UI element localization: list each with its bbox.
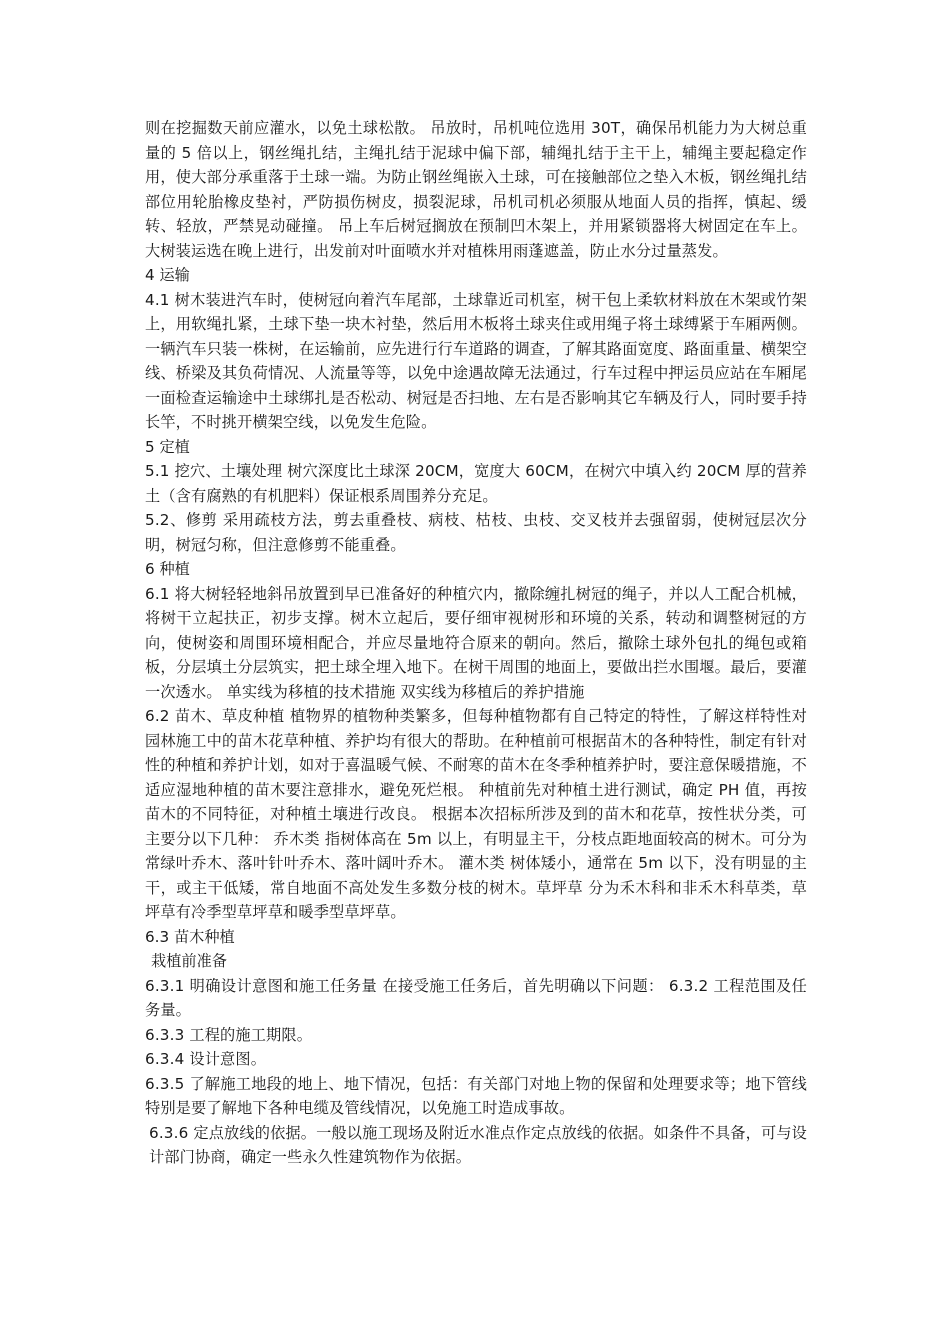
paragraph-6-3-3: 6.3.3 工程的施工期限。 xyxy=(145,1025,313,1044)
paragraph-lifting: 则在挖掘数天前应灌水，以免土球松散。 吊放时，吊机吨位选用 30T，确保吊机能力为大树总重量的 5 倍以上，钢丝绳扎结，主绳扎结于泥球中偏下部，辅绳扎结于主干上，辅绳主要起稳定作用，使大部分承重落于土球一端。为防止钢丝绳嵌入土球，可在接触部位之垫入木板，钢丝绳扎结部位用轮胎橡皮垫衬，严防损伤树皮，损裂泥球，吊机司机必须服从地面人员的指挥，慎起、缓转、轻放，严禁晃动碰撞。 吊上车后树冠搁放在预制凹木架上，并用紧锁器将大树固定在车上。大树装运选在晚上进行，出发前对叶面喷水并对植株用雨蓬遮盖，防止水分过量蒸发。 xyxy=(145,119,807,260)
document-page xyxy=(145,116,807,1170)
paragraph-4-1: 4.1 树木装进汽车时，使树冠向着汽车尾部，土球靠近司机室，树干包上柔软材料放在木架或竹架上，用软绳扎紧，土球下垫一块木衬垫，然后用木板将土球夹住或用绳子将土球缚紧于车厢两侧。一辆汽车只装一株树，在运输前，应先进行行车道路的调查，了解其路面宽度、路面重量、横架空线、桥梁及其负荷情况、人流量等等，以免中途遇故障无法通过，行车过程中押运员应站在车厢尾一面检查运输途中土球绑扎是否松动、树冠是否扫地、左右是否影响其它车辆及行人，同时要手持长竿，不时挑开横架空线，以免发生危险。 xyxy=(145,290,807,431)
paragraph-6-3-4: 6.3.4 设计意图。 xyxy=(145,1050,267,1068)
heading-6-3: 6.3 苗木种植 xyxy=(145,927,235,946)
paragraph-6-2: 6.2 苗木、草皮种植 植物界的植物种类繁多，但每种植物都有自己特定的特性，了解这样特性对园林施工中的苗木花草种植、养护均有很大的帮助。在种植前可根据苗木的各种特性，制定有针对性的种植和养护计划，如对于喜温暖气候、不耐寒的苗木在冬季种植养护时，要注意保暖措施，不适应湿地种植的苗木要注意排水，避免死烂根。 种植前先对种植土进行测试，确定 PH 值，再按苗木的不同特征，对种植土壤进行改良。 根据本次招标所涉及到的苗木和花草，按性状分类，可主要分以下几种： 乔木类 指树体高在 5m 以上，有明显主干，分枝点距地面较高的树木。可分为常绿叶乔木、落叶针叶乔木、落叶阔叶乔木。 灌木类 树体矮小，通常在 5m 以下，没有明显的主干，或主干低矮，常自地面不高处发生多数分枝的树木。草坪草 分为禾木科和非禾木科草类，草坪草有冷季型草坪草和暖季型草坪草。 xyxy=(145,707,807,921)
paragraph-5-2: 5.2、修剪 采用疏枝方法，剪去重叠枝、病枝、枯枝、虫枝、交叉枝并去强留弱，使树冠层次分明，树冠匀称，但注意修剪不能重叠。 xyxy=(145,511,807,554)
heading-transport: 4 运输 xyxy=(145,266,190,284)
heading-planting-fix: 5 定植 xyxy=(145,437,190,456)
paragraph-6-3-1: 6.3.1 明确设计意图和施工任务量 在接受施工任务后，首先明确以下问题： 6.3.2 工程范围及任务量。 xyxy=(145,976,807,1019)
paragraph-6-3-5: 6.3.5 了解施工地段的地上、地下情况，包括：有关部门对地上物的保留和处理要求等；地下管线特别是要了解地下各种电缆及管线情况，以免施工时造成事故。 xyxy=(145,1074,807,1117)
subheading-preparation: 栽植前准备 xyxy=(151,952,227,970)
paragraph-6-1: 6.1 将大树轻轻地斜吊放置到早已准备好的种植穴内，撤除缠扎树冠的绳子，并以人工配合机械，将树干立起扶正，初步支撑。树木立起后，要仔细审视树形和环境的关系，转动和调整树冠的方向，使树姿和周围环境相配合，并应尽量地符合原来的朝向。然后，撤除土球外包扎的绳包或箱板，分层填土分层筑实，把土球全埋入地下。在树干周围的地面上，要做出拦水围堰。最后，要灌一次透水。 单实线为移植的技术措施 双实线为移植后的养护措施 xyxy=(145,584,807,701)
paragraph-6-3-6: 6.3.6 定点放线的依据。一般以施工现场及附近水准点作定点放线的依据。如条件不具备，可与设计部门协商，确定一些永久性建筑物作为依据。 xyxy=(149,1123,807,1166)
heading-planting: 6 种植 xyxy=(145,560,190,578)
paragraph-5-1: 5.1 挖穴、土壤处理 树穴深度比土球深 20CM，宽度大 60CM，在树穴中填入约 20CM 厚的营养土（含有腐熟的有机肥料）保证根系周围养分充足。 xyxy=(145,462,807,505)
